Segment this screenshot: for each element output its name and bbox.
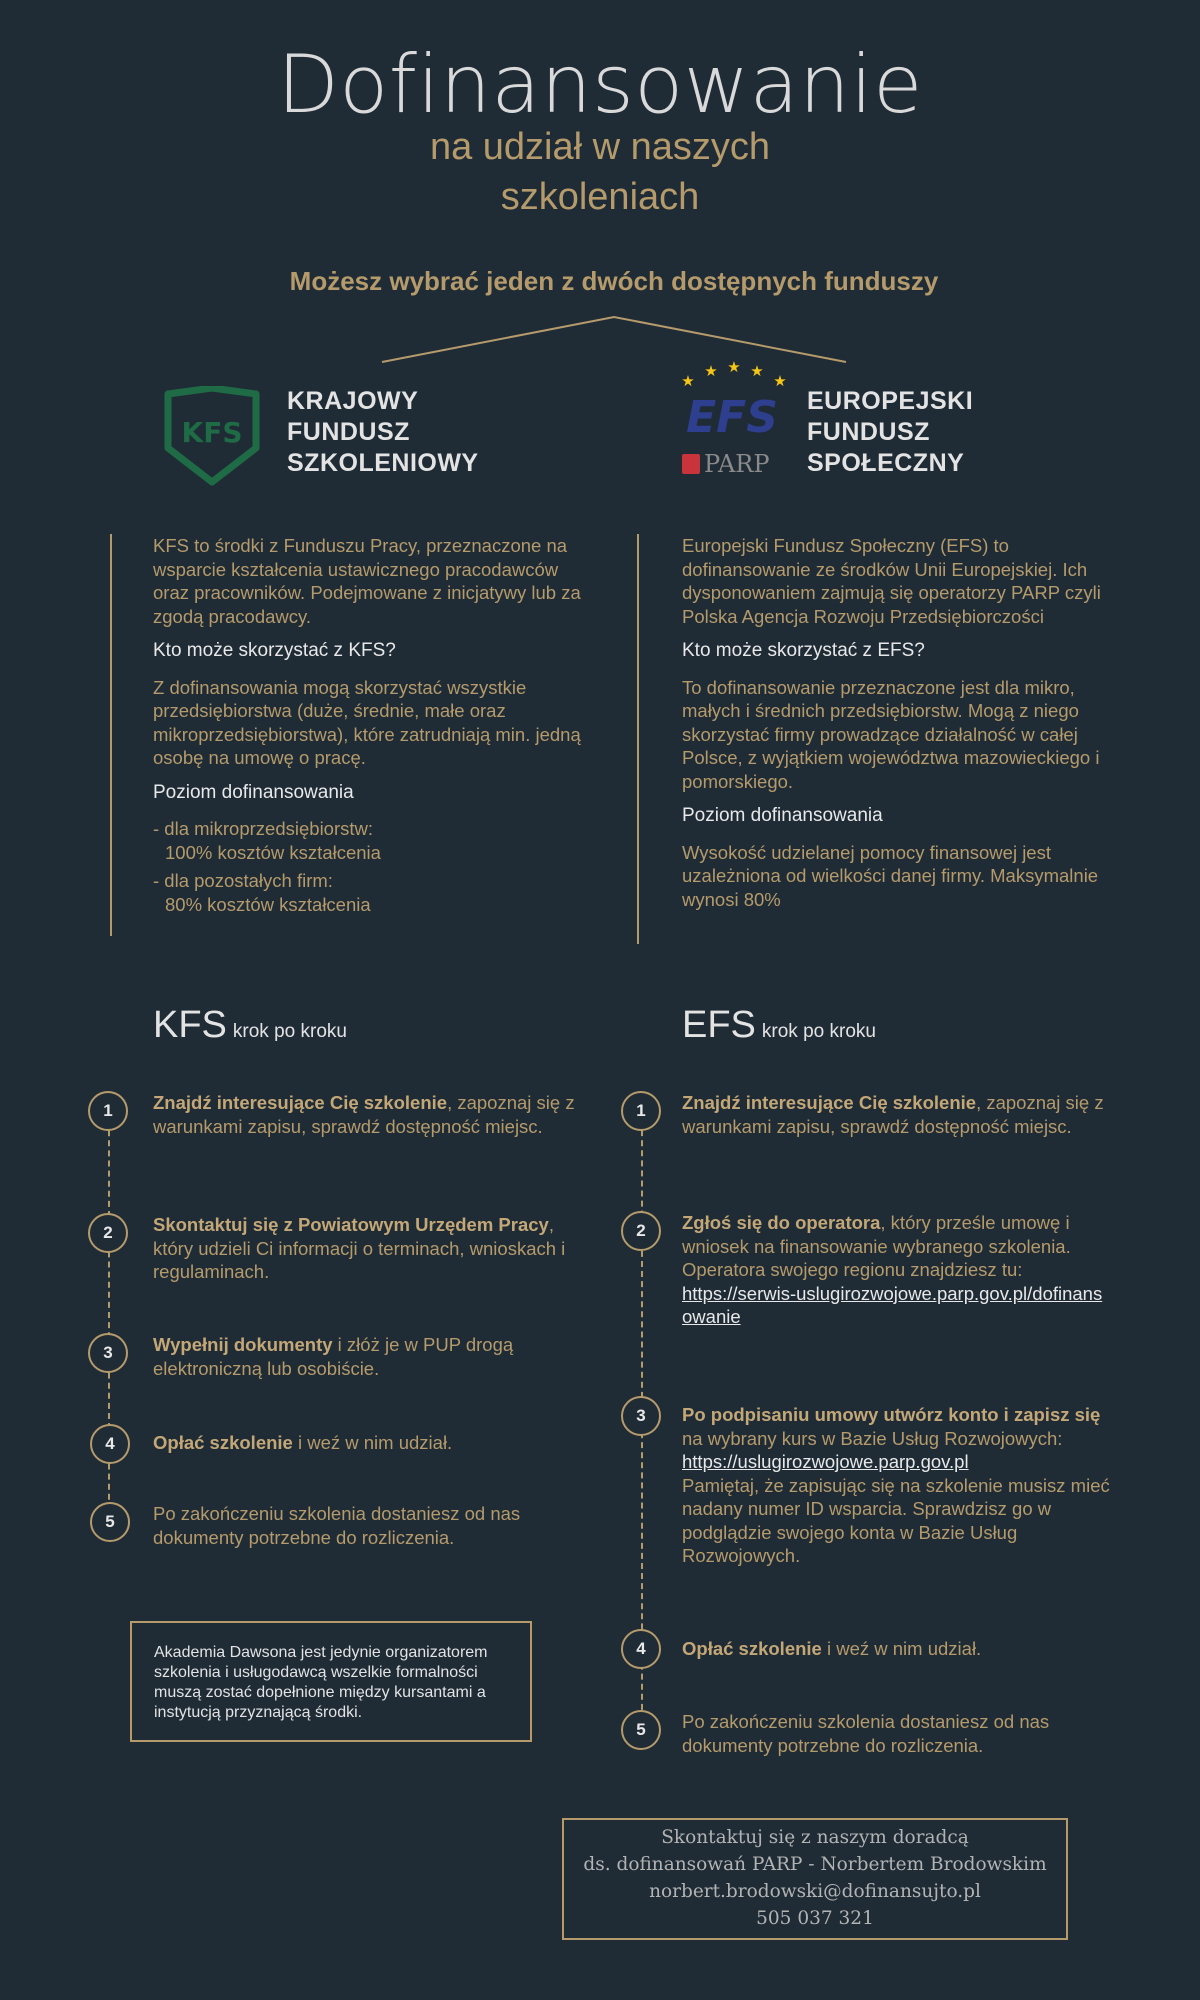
choose-heading: Możesz wybrać jeden z dwóch dostępnych funduszy [289, 266, 939, 296]
efs-divider [637, 534, 639, 944]
kfs-step-2: Skontaktuj się z Powiatowym Urzędem Pracy, który udzieli Ci informacji o terminach, wnioskach i regulaminach. [153, 1214, 566, 1282]
efs-step-3-number: 3 [621, 1396, 661, 1436]
efs-step-4-number: 4 [621, 1629, 661, 1669]
kfs-step-1-number: 1 [88, 1091, 128, 1131]
page-title: Dofinansowanie [277, 38, 923, 131]
svg-text:★: ★ [681, 373, 695, 390]
svg-text:★: ★ [750, 363, 764, 380]
efs-step-2-number: 2 [621, 1211, 661, 1251]
svg-text:★: ★ [773, 373, 787, 390]
contact-advisor: ds. dofinansowań PARP - Norbertem Brodowskim [583, 1854, 1047, 1875]
efs-step-5: Po zakończeniu szkolenia dostaniesz od nas dokumenty potrzebne do rozliczenia. [682, 1711, 1050, 1756]
kfs-step-5-number: 5 [90, 1502, 130, 1542]
kfs-steps-heading: KFS krok po kroku [153, 1004, 347, 1046]
kfs-fund-name: KRAJOWY FUNDUSZ SZKOLENIOWY [287, 387, 479, 477]
efs-step-3: Po podpisaniu umowy utwórz konto i zapisz się na wybrany kurs w Bazie Usług Rozwojowych: https://uslugirozwojowe.parp.gov.pl Pamiętaj, że zapisując się na szkolenie musisz mieć nadany numer ID wsparcia. Sprawdzisz go w podglądzie swojego konta w Bazie Usług Rozwojowych. [682, 1404, 1110, 1566]
kfs-step-5: Po zakończeniu szkolenia dostaniesz od nas dokumenty potrzebne do rozliczenia. [153, 1503, 521, 1548]
roof-divider [0, 300, 1200, 370]
svg-text:★: ★ [704, 363, 718, 380]
parp-logo-text: PARP [704, 450, 770, 478]
disclaimer-box: Akademia Dawsona jest jedynie organizatorem szkolenia i usługodawcą wszelkie formalności muszą zostać dopełnione między kursantami a instytucją przyznającą środki. [130, 1621, 532, 1742]
kfs-logo-icon [160, 386, 264, 486]
efs-step-5-number: 5 [621, 1710, 661, 1750]
kfs-step-2-number: 2 [88, 1213, 128, 1253]
efs-step-1: Znajdź interesujące Cię szkolenie, zapoznaj się z warunkami zapisu, sprawdź dostępność miejsc. [682, 1092, 1104, 1137]
kfs-step-4-number: 4 [90, 1424, 130, 1464]
parp-mark-icon [682, 454, 700, 474]
efs-step-4: Opłać szkolenie i weź w nim udział. [682, 1638, 982, 1659]
contact-box [562, 1818, 1068, 1940]
kfs-step-4: Opłać szkolenie i weź w nim udział. [153, 1432, 453, 1453]
operator-link[interactable]: https://serwis-uslugirozwojowe.parp.gov.pl/dofinansowanie [682, 1282, 1103, 1327]
kfs-step-3: Wypełnij dokumenty i złóż je w PUP drogą elektroniczną lub osobiście. [153, 1334, 514, 1379]
contact-intro: Skontaktuj się z naszym doradcą [661, 1827, 969, 1848]
efs-logo-text: EFS [686, 392, 778, 443]
kfs-step-1: Znajdź interesujące Cię szkolenie, zapoznaj się z warunkami zapisu, sprawdź dostępność miejsc. [153, 1092, 575, 1137]
svg-text:★: ★ [727, 359, 741, 376]
eu-stars-icon [681, 359, 786, 390]
kfs-logo-text: KFS [181, 416, 243, 449]
efs-description: Europejski Fundusz Społeczny (EFS) to dofinansowanie ze środków Unii Europejskiej. Ich dysponowaniem zajmują się operatorzy PARP czyli Polska Agencja Rozwoju Przedsiębiorczości Kto może skorzystać z EFS? To dofinansowanie przeznaczone jest dla mikro, małych i średnich przedsiębiorstw. Mogą z niego skorzystać firmy prowadzące działalność w całej Polsce, z wyjątkiem województwa mazowieckiego i pomorskiego. Poziom dofinansowania Wysokość udzielanej pomocy finansowej jest uzależniona od wielkości danej firmy. Maksymalnie wynosi 80% [682, 535, 1101, 910]
kfs-description: KFS to środki z Funduszu Pracy, przeznaczone na wsparcie kształcenia ustawicznego pracodawców oraz pracowników. Podejmowane z inicjatywy lub za zgodą pracodawcy. Kto może skorzystać z KFS? Z dofinansowania mogą skorzystać wszystkie przedsiębiorstwa (duże, średnie, małe oraz mikroprzedsiębiorstwa), które zatrudniają min. jedną osobę na umowę o pracę. Poziom dofinansowania - dla mikroprzedsiębiorstw: 100% kosztów kształcenia - dla pozostałych firm: 80% kosztów kształcenia [153, 535, 581, 915]
contact-phone[interactable]: 505 037 321 [756, 1908, 874, 1929]
bur-link[interactable]: https://uslugirozwojowe.parp.gov.pl [682, 1451, 969, 1472]
kfs-step-3-number: 3 [88, 1333, 128, 1373]
efs-step-1-number: 1 [621, 1091, 661, 1131]
efs-fund-name: EUROPEJSKI FUNDUSZ SPOŁECZNY [807, 387, 974, 477]
efs-step-2: Zgłoś się do operatora, który prześle umowę i wniosek na finansowanie wybranego szkolenia. Operatora swojego regionu znajdziesz tu: https://serwis-uslugirozwojowe.parp.gov.pl/dofinansowanie [682, 1212, 1103, 1327]
kfs-divider [110, 534, 112, 936]
efs-logo-icon [676, 356, 790, 480]
contact-email[interactable]: norbert.brodowski@dofinansujto.pl [649, 1881, 981, 1902]
page-subtitle: na udział w naszych szkoleniach [429, 126, 771, 218]
efs-steps-heading: EFS krok po kroku [682, 1004, 876, 1046]
